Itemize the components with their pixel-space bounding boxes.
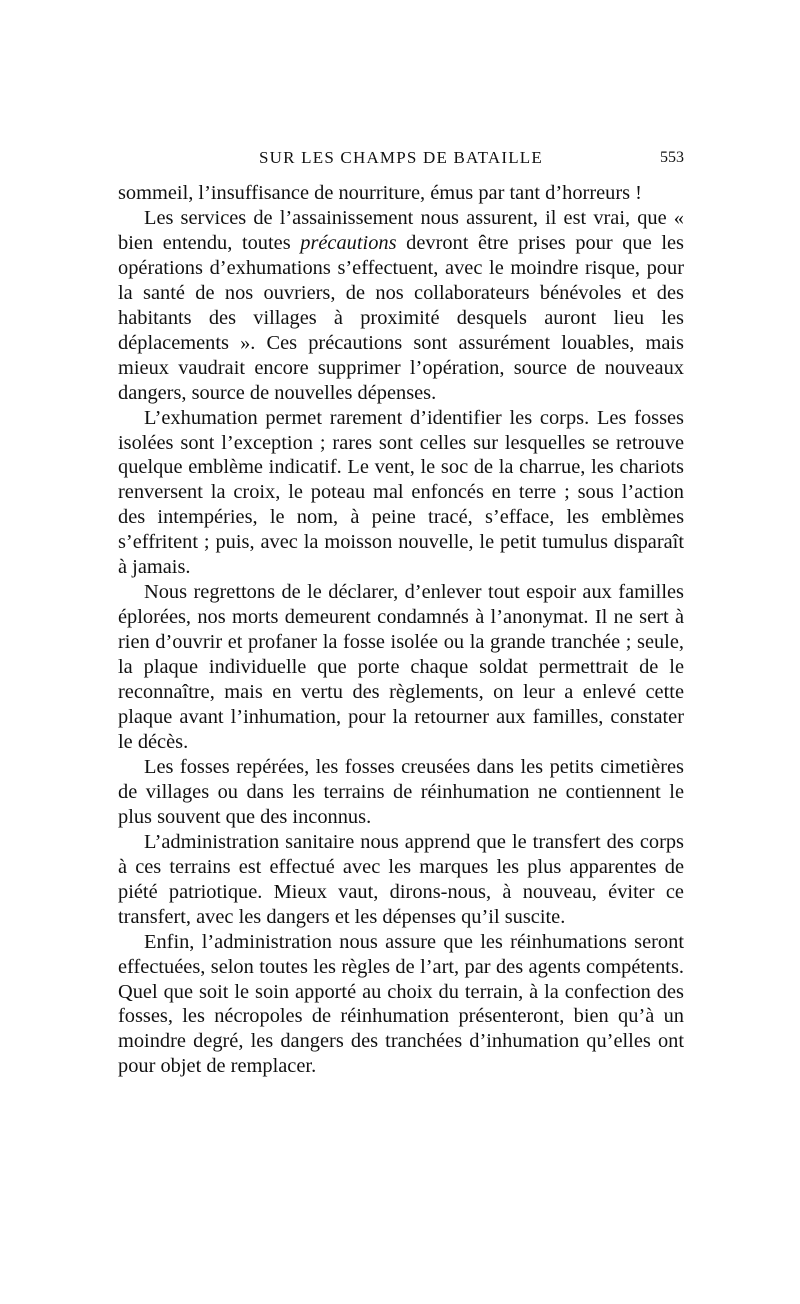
paragraph-2-italic-word: précautions <box>300 231 397 254</box>
paragraph-7: Enfin, l’administration nous assure que les réinhumations seront effectuées, selon toutes les règles de l’art, par des agents compétents. Quel que soit le soin apporté au choix du terrain, à la confection des fosses, les nécropoles de réinhumation présenteront, bien qu’à un moindre degré, les dangers des tranchées d’inhumation qu’elles ont pour objet de remplacer. <box>118 930 684 1078</box>
running-title: SUR LES CHAMPS DE BATAILLE <box>259 148 543 167</box>
paragraph-2-text-after: devront être prises pour que les opérations d’exhumations s’effectuent, avec le moindre risque, pour la santé de nos ouvriers, de nos collaborateurs bénévoles et des habitants des villages à proximité desquels auront lieu les déplacements ». Ces précautions sont assurément louables, mais mieux vaudrait encore supprimer l’opération, source de nouveaux dangers, source de nouvelles dépenses. <box>118 231 684 404</box>
running-head <box>118 148 684 170</box>
paragraph-4: Nous regrettons de le déclarer, d’enlever tout espoir aux familles éplorées, nos morts demeurent condamnés à l’anonymat. Il ne sert à rien d’ouvrir et profaner la fosse isolée ou la grande tranchée ; seule, la plaque individuelle que porte chaque soldat permettrait de le reconnaître, mais en vertu des règlements, on leur a enlevé cette plaque avant l’inhumation, pour la retourner aux familles, constater le décès. <box>118 581 684 753</box>
paragraph-6: L’administration sanitaire nous apprend que le transfert des corps à ces terrains est effectué avec les marques les plus apparentes de piété patriotique. Mieux vaut, dirons-nous, à nouveau, éviter ce transfert, avec les dangers et les dépenses qu’il suscite. <box>118 830 684 928</box>
page-number: 553 <box>660 149 684 166</box>
paragraph-2 <box>118 206 684 406</box>
paragraph-3: L’exhumation permet rarement d’identifier les corps. Les fosses isolées sont l’exception ; rares sont celles sur lesquelles se retrouve quelque emblème indicatif. Le vent, le soc de la charrue, les chariots renversent la croix, le poteau mal enfoncés en terre ; sous l’action des intempéries, le nom, à peine tracé, s’efface, les emblèmes s’effritent ; puis, avec la moisson nouvelle, le petit tumulus disparaît à jamais. <box>118 406 684 579</box>
paragraph-2-text-before: Les services de l’assainissement nous assurent, il est vrai, que « bien entendu, toutes <box>118 206 684 254</box>
paragraph-1: sommeil, l’insuffisance de nourriture, émus par tant d’horreurs ! <box>118 182 642 204</box>
body-text <box>118 181 684 1079</box>
paragraph-5: Les fosses repérées, les fosses creusées dans les petits cimetières de villages ou dans les terrains de réinhumation ne contiennent le plus souvent que des inconnus. <box>118 755 684 828</box>
